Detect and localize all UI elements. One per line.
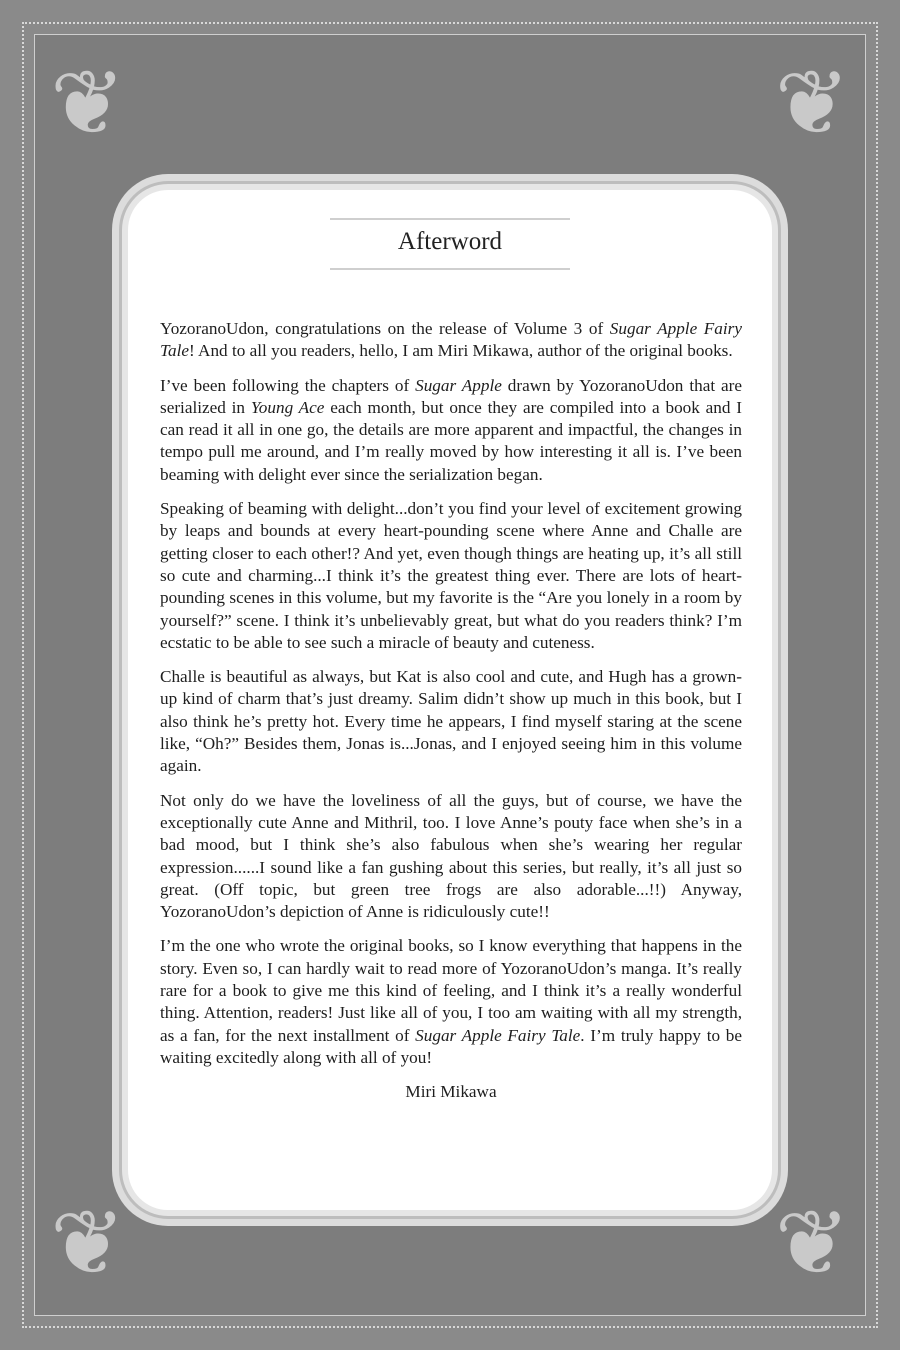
paragraph-text: I’m the one who wrote the original books, so I know everything that happens in the story. Even so, I can hardly wait to read more of YozoranoUdon’s manga. It’s really rare for a book to give me this kind of feeling, and I think it’s a really wonderful thing. Attention, readers! Just like all of you, I too am waiting with all my strength, as a fan, for the next installment of	[160, 936, 742, 1045]
paragraph-text: Speaking of beaming with delight...don’t you find your level of excitement growing by leaps and bounds at every heart-pounding scene where Anne and Challe are getting closer to each other!? And yet, even though things are heating up, it’s all still so cute and charming...I think it’s the greatest thing ever. There are lots of heart-pounding scenes in this volume, but my favorite is the “Are you lonely in a room by yourself?” scene. I think it’s unbelievably great, but what do you readers think? I’m ecstatic to be able to see such a miracle of beauty and cuteness.	[160, 499, 742, 652]
flourish-ornament-icon: ❦	[50, 55, 126, 154]
italic-title-text: Sugar Apple	[415, 375, 502, 395]
flourish-ornament-icon: ❦	[774, 1195, 850, 1294]
afterword-body	[160, 318, 742, 1104]
paragraph	[160, 498, 742, 654]
paragraph	[160, 666, 742, 777]
paragraph-text: YozoranoUdon, congratulations on the release of Volume 3 of	[160, 319, 610, 338]
paragraph-text: I’ve been following the chapters of	[160, 375, 416, 395]
paragraph-text: Challe is beautiful as always, but Kat is also cool and cute, and Hugh has a grown-up kind of charm that’s just dreamy. Salim didn’t show up much in this book, but I also think he’s pretty hot. Every time he appears, I find myself staring at the scene like, “Oh?” Besides them, Jonas is...Jonas, and I enjoyed seeing him in this volume again.	[160, 667, 742, 776]
italic-title-text: Sugar Apple Fairy Tale	[415, 1025, 581, 1045]
paragraph	[160, 318, 742, 363]
paragraph-text: ! And to all you readers, hello, I am Miri Mikawa, author of the original books.	[188, 341, 733, 361]
paragraph-text: drawn by YozoranoUdon that are serialized in	[160, 375, 743, 417]
paragraph-text: . I’m truly happy to be waiting excitedly along with all of you!	[160, 1025, 742, 1067]
italic-title-text: Young Ace	[250, 397, 325, 417]
flourish-ornament-icon: ❦	[774, 55, 850, 154]
author-signature: Miri Mikawa	[405, 1082, 497, 1102]
paragraph	[160, 790, 742, 924]
italic-title-text: Sugar Apple Fairy Tale	[160, 319, 742, 361]
flourish-ornament-icon: ❦	[50, 1195, 126, 1294]
page-title: Afterword	[397, 228, 503, 255]
paragraph-text: Not only do we have the loveliness of all the guys, but of course, we have the exceptionally cute Anne and Mithril, too. I love Anne’s pouty face when she’s in a bad mood, but I think she’s also fabulous when she’s wearing her regular expression......I sound like a fan gushing about this series, but really, it’s all just so great. (Off topic, but green tree frogs are also adorable...!!) Anyway, YozoranoUdon’s depiction of Anne is ridiculously cute!!	[160, 790, 742, 922]
paragraph	[160, 375, 742, 486]
paragraph	[160, 935, 742, 1069]
paragraph-text: each month, but once they are compiled into a book and I can read it all in one go, the details are more apparent and impactful, the changes in tempo pull me around, and I’m really moved by how interesting it all is. I’ve been beaming with delight ever since the serialization began.	[160, 397, 742, 484]
